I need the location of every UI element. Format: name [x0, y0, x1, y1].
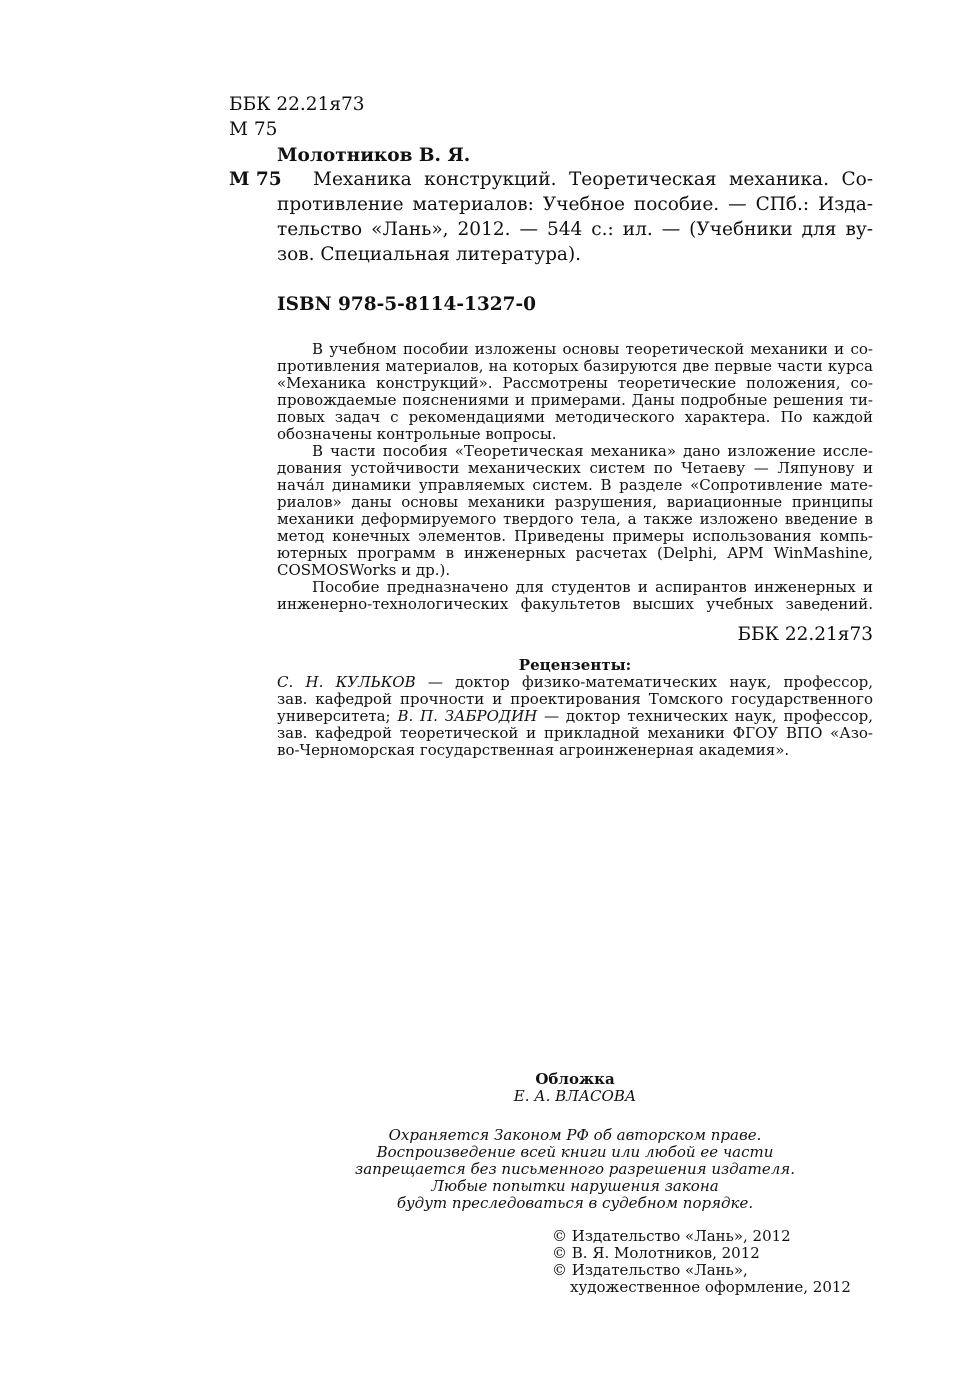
abstract-line: дования устойчивости механических систем по Четаеву — Ляпунову и — [277, 460, 873, 477]
abstract-line: повых задач с рекомендациями методического характера. По каждой — [277, 409, 873, 426]
reviewer-line — [277, 708, 873, 725]
reviewer-1-affil: университета; — [277, 708, 398, 725]
notice-line: Охраняется Законом РФ об авторском праве. — [388, 1126, 762, 1144]
author-mark: М 75 — [229, 119, 278, 140]
abstract — [277, 341, 873, 613]
notice-line: Любые попытки нарушения закона — [431, 1177, 719, 1195]
copyright-line: художественное оформление, 2012 — [570, 1278, 851, 1296]
bbk-code: ББК 22.21я73 — [229, 94, 365, 115]
abstract-line: противления материалов, на которых базируются две первые части курса — [277, 358, 873, 375]
copyright-line: © В. Я. Молотников, 2012 — [552, 1244, 760, 1262]
abstract-line: механики деформируемого твердого тела, а также изложено введение в — [277, 511, 873, 528]
abstract-line: нача́л динамики управляемых систем. В разделе «Сопротивление мате- — [277, 477, 873, 494]
abstract-line: COSMOSWorks и др.). — [277, 561, 451, 579]
copyrights — [552, 1228, 851, 1296]
description-line: Механика конструкций. Теоретическая механика. Со- — [313, 169, 873, 190]
entry-description — [313, 167, 873, 192]
copyright-line: © Издательство «Лань», — [552, 1261, 748, 1279]
cover-designer: Е. А. ВЛАСОВА — [513, 1087, 637, 1105]
notice-line: будут преследоваться в судебном порядке. — [396, 1194, 754, 1212]
copyright-notice — [277, 1127, 873, 1212]
abstract-line: метод конечных элементов. Приведены примеры использования компь- — [277, 528, 873, 545]
abstract-line: обозначены контрольные вопросы. — [277, 425, 557, 443]
author-name: Молотников В. Я. — [277, 145, 471, 166]
description-line: противление материалов: Учебное пособие. — СПб.: Изда- — [277, 194, 873, 215]
reviewer-2-title: — доктор технических наук, профессор, — [537, 708, 873, 725]
reviewers-text — [277, 674, 873, 759]
isbn: ISBN 978-5-8114-1327-0 — [277, 294, 537, 315]
reviewer-line: зав. кафедрой теоретической и прикладной механики ФГОУ ВПО «Азо- — [277, 725, 873, 742]
reviewer-1-title: — доктор физико-математических наук, профессор, — [415, 674, 873, 691]
entry-mark: М 75 — [229, 169, 282, 190]
entry-description-cont — [277, 192, 873, 267]
description-line: тельство «Лань», 2012. — 544 с.: ил. — (Учебники для ву- — [277, 219, 873, 240]
description-line: зов. Специальная литература). — [277, 244, 582, 265]
reviewer-2-name: В. П. ЗАБРОДИН — [397, 708, 538, 725]
reviewer-line — [277, 674, 873, 691]
abstract-line: риалов» даны основы механики разрушения, вариационные принципы — [277, 494, 873, 511]
copyright-line: © Издательство «Лань», 2012 — [552, 1227, 791, 1245]
cover-heading: Обложка — [535, 1070, 615, 1088]
reviewer-line: во-Черноморская государственная агроинженерная академия». — [277, 741, 790, 759]
abstract-line: инженерно-технологических факультетов высших учебных заведений. — [277, 596, 873, 613]
reviewer-line: зав. кафедрой прочности и проектирования Томского государственного — [277, 691, 873, 708]
bbk-right: ББК 22.21я73 — [737, 624, 873, 645]
abstract-line: В части пособия «Теоретическая механика» дано изложение иссле- — [312, 443, 873, 460]
abstract-line: В учебном пособии изложены основы теоретической механики и со- — [312, 341, 873, 358]
abstract-line: «Механика конструкций». Рассмотрены теоретические положения, со- — [277, 375, 873, 392]
reviewer-1-name: С. Н. КУЛЬКОВ — [277, 674, 416, 691]
abstract-line: Пособие предназначено для студентов и аспирантов инженерных и — [312, 579, 873, 596]
notice-line: запрещается без письменного разрешения издателя. — [355, 1160, 795, 1178]
reviewers-heading: Рецензенты: — [518, 656, 632, 674]
abstract-line: провождаемые пояснениями и примерами. Даны подробные решения ти- — [277, 392, 873, 409]
abstract-line: ютерных программ в инженерных расчетах (Delphi, APM WinMashine, — [277, 545, 873, 562]
notice-line: Воспроизведение всей книги или любой ее части — [376, 1143, 774, 1161]
